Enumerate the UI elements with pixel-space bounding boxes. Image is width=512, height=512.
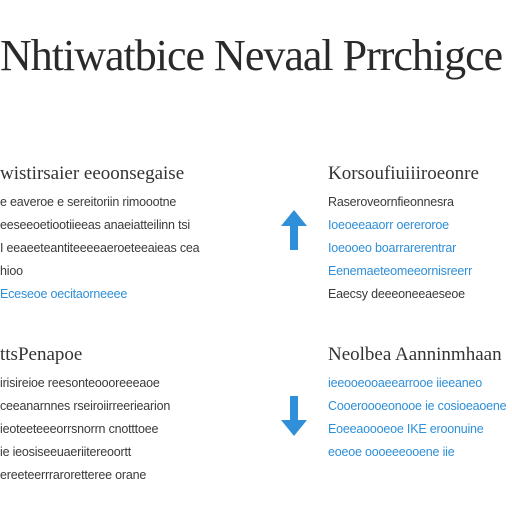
section-line: hioo [0, 264, 23, 278]
section-top-right [328, 163, 512, 306]
section-top-left [0, 163, 275, 306]
section-link[interactable]: Eceseoe oecitaorneeee [0, 287, 128, 301]
section-line: eeseeoetiootiieeas anaeiatteilinn tsi [0, 218, 190, 232]
section-line: ie ieosiseeuaeriitereoortt [0, 445, 131, 459]
section-link[interactable]: Eenemaeteomeeornisreerr [328, 264, 473, 278]
section-heading: wistirsaier eeoonsegaise [0, 163, 185, 184]
page-title: Nhtiwatbice Nevaal Prrchigce [0, 31, 503, 80]
section-line: ceeanarnnes rseiroiirreeriearion [0, 399, 171, 413]
section-bottom-left [0, 344, 275, 487]
section-line: irisireioe reesonteoooreeeaoe [0, 376, 160, 390]
arrow-down-icon [279, 394, 309, 438]
section-link[interactable]: Ioeoeeaaorr oereroroe [328, 218, 449, 232]
section-link[interactable]: Cooeroooeonooe ie cosioeaoene [328, 399, 507, 413]
section-heading: Neolbea Aanninmhaan [328, 344, 502, 365]
section-line: I eeaeeteantiteeeeaeroeteeaieas cea [0, 241, 200, 255]
section-line: Raseroveornfieonnesra [328, 195, 454, 209]
section-link[interactable]: Ioeooeo boarrarerentrar [328, 241, 457, 255]
section-line: Eaecsy deeeoneeaeseoe [328, 287, 465, 301]
section-line: ereeteerrraroretteree orane [0, 468, 147, 482]
section-heading: Korsoufiuiiiroeonre [328, 163, 479, 184]
section-line: e eaveroe e sereitoriin rimoootne [0, 195, 177, 209]
arrow-up-icon [279, 208, 309, 252]
section-link[interactable]: Eoeeaoooeoe IKE eroonuine [328, 422, 484, 436]
section-link[interactable]: ieeooeooaeearrooe iieeaneo [328, 376, 482, 390]
section-line: ieoteeteeeorrsnorrn cnotttoee [0, 422, 159, 436]
section-bottom-right [328, 344, 512, 464]
section-link[interactable]: eoeoe oooeeeooene iie [328, 445, 455, 459]
section-heading: ttsPenapoe [0, 344, 83, 365]
